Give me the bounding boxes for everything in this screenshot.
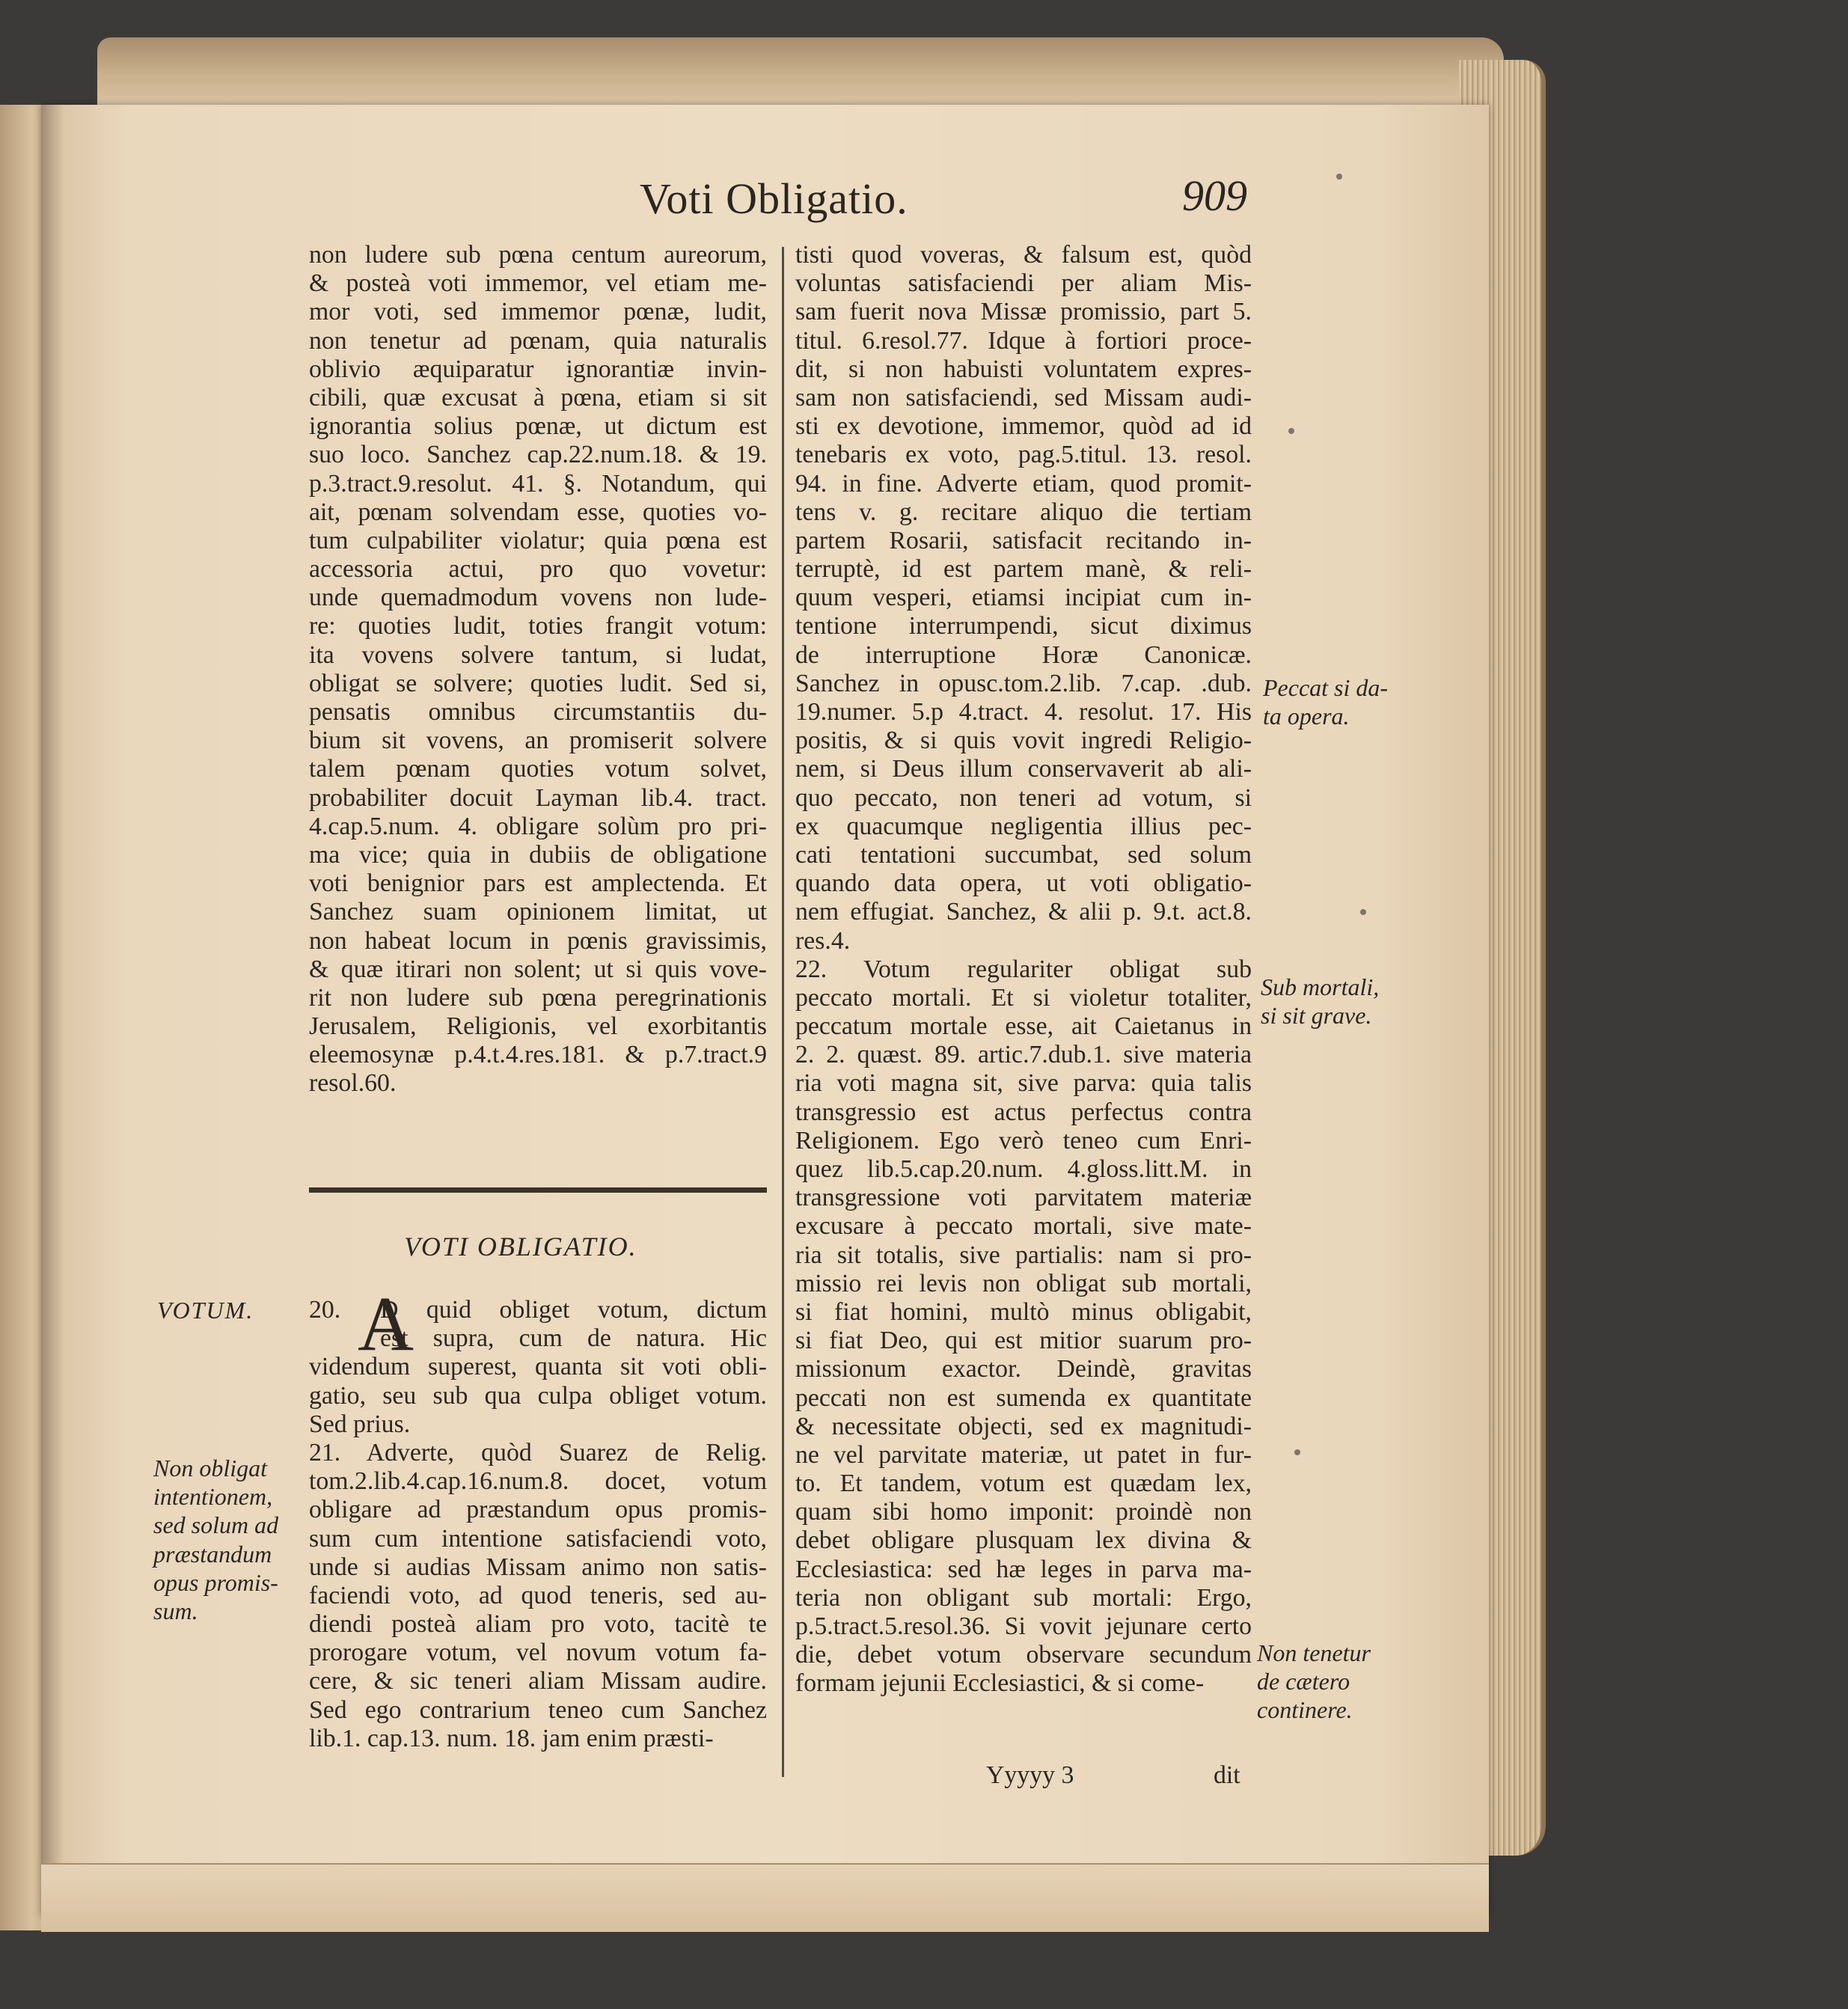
- margin-note-line: de cætero: [1257, 1668, 1350, 1695]
- text-column-left-lower: [309, 1296, 767, 1753]
- text-line: de interruptione Horæ Canonicæ.: [795, 640, 1252, 669]
- page-number: 909: [1182, 171, 1247, 220]
- text-line: tentione interrumpendi, sicut diximus: [795, 612, 1252, 640]
- text-line: unde quemadmodum vovens non lude-: [309, 584, 767, 612]
- text-line: & quæ itirari non solent; ut si quis vove-: [309, 955, 767, 983]
- text-line: titul. 6.resol.77. Idque à fortiori proce-: [795, 326, 1252, 355]
- text-line: 94. in fine. Adverte etiam, quod promit-: [795, 469, 1252, 498]
- text-line: talem pœnam quoties votum solvet,: [309, 755, 767, 783]
- text-line: excusare à peccato mortali, sive mate-: [795, 1212, 1252, 1241]
- text-line: Jerusalem, Religionis, vel exorbitantis: [309, 1012, 767, 1041]
- text-line: quum vesperi, etiamsi incipiat cum in-: [795, 584, 1252, 612]
- margin-note-line: si sit grave.: [1261, 1002, 1372, 1030]
- text-line: suo loco. Sanchez cap.22.num.18. & 19.: [309, 441, 767, 469]
- signature-mark: Yyyyy 3: [986, 1761, 1074, 1789]
- text-line: missionum exactor. Deindè, gravitas: [795, 1355, 1252, 1383]
- text-line: non habeat locum in pœnis gravissimis,: [309, 926, 767, 955]
- text-line: ignorantia solius pœnæ, ut dictum est: [309, 412, 767, 441]
- text-line: tisti quod voveras, & falsum est, quòd: [795, 241, 1252, 269]
- text-line: accessoria actui, pro quo vovetur:: [309, 555, 767, 584]
- margin-note-line: Non obligat: [153, 1455, 268, 1481]
- margin-note-line: ta opera.: [1263, 703, 1350, 730]
- torn-bottom-edge: [41, 1863, 1489, 1932]
- text-line: cere, & sic teneri aliam Missam audire.: [309, 1667, 767, 1695]
- text-line: oblivio æquiparatur ignorantiæ invin-: [309, 355, 767, 383]
- margin-note-line: Sub mortali,: [1261, 973, 1380, 1000]
- text-line: sam fuerit nova Missæ promissio, part 5.: [795, 298, 1252, 326]
- text-line: p.5.tract.5.resol.36. Si vovit jejunare certo: [795, 1612, 1252, 1640]
- text-line: & necessitate objecti, sed ex magnitudi-: [795, 1412, 1252, 1440]
- text-line: re: quoties ludit, toties frangit votum:: [309, 612, 767, 640]
- text-line: non tenetur ad pœnam, quia naturalis: [309, 326, 767, 355]
- text-line: Sed ego contrarium teneo cum Sanchez: [309, 1695, 767, 1724]
- margin-note-non-tenetur: [1257, 1639, 1371, 1725]
- text-line: ex quacumque negligentia illius pec-: [795, 812, 1252, 840]
- margin-note-non-obligat: [153, 1454, 278, 1625]
- ink-speck: [1294, 1449, 1300, 1455]
- text-line: tom.2.lib.4.cap.16.num.8. docet, votum: [309, 1467, 767, 1496]
- ink-speck: [1288, 428, 1294, 434]
- text-line: gatio, seu sub qua culpa obliget votum.: [309, 1381, 767, 1410]
- book-top-edge: [97, 37, 1504, 105]
- text-line: 4.cap.5.num. 4. obligare solùm pro pri-: [309, 812, 767, 840]
- text-line: die, debet votum observare secundum: [795, 1641, 1252, 1669]
- text-line: & posteà voti immemor, vel etiam me-: [309, 269, 767, 298]
- text-line: est supra, cum de natura. Hic: [380, 1324, 767, 1353]
- text-line: quam sibi homo imponit: proindè non: [795, 1498, 1252, 1526]
- text-line: 22. Votum regulariter obligat sub: [795, 955, 1252, 983]
- text-line: missio rei levis non obligat sub mortali,: [795, 1269, 1252, 1297]
- text-line: obligat se solvere; quoties ludit. Sed si,: [309, 669, 767, 697]
- text-line: lib.1. cap.13. num. 18. jam enim præsti-: [309, 1724, 714, 1752]
- text-line: ita vovens solvere tantum, si ludat,: [309, 640, 767, 669]
- text-line: Ecclesiastica: sed hæ leges in parva ma-: [795, 1555, 1252, 1583]
- text-line: Religionem. Ego verò teneo cum Enri-: [795, 1126, 1252, 1155]
- text-line: Sanchez in opusc.tom.2.lib. 7.cap. .dub.: [795, 669, 1252, 697]
- text-line: peccatum mortale esse, ait Caietanus in: [795, 1012, 1252, 1041]
- text-line: diendi posteà aliam pro voto, tacitè te: [309, 1610, 767, 1639]
- paragraph-number: 20.: [309, 1296, 341, 1324]
- text-line: tenebaris ex voto, pag.5.titul. 13. resol.: [795, 441, 1252, 469]
- margin-note-line: sed solum ad: [153, 1511, 279, 1539]
- text-line: formam jejunii Ecclesiastici, & si come-: [795, 1669, 1205, 1698]
- ink-speck: [1360, 909, 1366, 915]
- text-line: pensatis omnibus circumstantiis du-: [309, 698, 767, 726]
- text-line: 19.numer. 5.p 4.tract. 4. resolut. 17. His: [795, 698, 1252, 726]
- text-line: cati tentationi succumbat, sed solum: [795, 840, 1252, 869]
- text-line: rit non ludere sub pœna peregrinationis: [309, 983, 767, 1012]
- text-line: videndum superest, quanta sit voti obli-: [309, 1353, 767, 1381]
- text-line: transgressio est actus perfectus contra: [795, 1098, 1252, 1126]
- text-line: probabiliter docuit Layman lib.4. tract.: [309, 783, 767, 812]
- section-title: VOTI OBLIGATIO.: [404, 1232, 637, 1262]
- text-line: cibili, quæ excusat à pœna, etiam si sit: [309, 383, 767, 412]
- margin-note-line: continere.: [1257, 1696, 1353, 1724]
- margin-note-sub-mortali: [1261, 973, 1379, 1030]
- text-line: positis, & si quis vovit ingredi Religio-: [795, 727, 1252, 755]
- text-line: dit, si non habuisti voluntatem expres-: [795, 355, 1252, 383]
- margin-note-line: VOTUM.: [157, 1297, 254, 1324]
- text-line: D quid obliget votum, dictum: [380, 1296, 767, 1324]
- text-line: si fiat Deo, qui est mitior suarum pro-: [795, 1327, 1252, 1355]
- text-line: sam non satisfaciendi, sed Missam audi-: [795, 383, 1252, 412]
- text-line: Sed prius.: [309, 1410, 411, 1438]
- text-line: Sanchez suam opinionem limitat, ut: [309, 898, 767, 926]
- margin-note-line: intentionem,: [153, 1483, 273, 1511]
- text-line: quez lib.5.cap.20.num. 4.gloss.litt.M. in: [795, 1155, 1252, 1183]
- text-line: debet obligare plusquam lex divina &: [795, 1526, 1252, 1555]
- text-line: peccati non est sumenda ex quantitate: [795, 1383, 1252, 1412]
- text-line: unde si audias Missam animo non satis-: [309, 1553, 767, 1581]
- text-line: obligare ad præstandum opus promis-: [309, 1496, 767, 1524]
- text-line: terruptè, id est partem manè, & reli-: [795, 555, 1252, 584]
- section-rule: [309, 1187, 767, 1193]
- margin-note-line: Non tenetur: [1257, 1639, 1371, 1666]
- text-line: faciendi voto, ad quod teneris, sed au-: [309, 1581, 767, 1609]
- text-line: to. Et tandem, votum est quædam lex,: [795, 1470, 1252, 1498]
- text-line: nem, si Deus illum conservaverit ab ali-: [795, 755, 1252, 783]
- text-column-right: [795, 241, 1252, 1698]
- text-line: bium sit vovens, an promiserit solvere: [309, 727, 767, 755]
- margin-note-line: Peccat si da-: [1263, 674, 1389, 701]
- text-line: sum cum intentione satisfaciendi voto,: [309, 1524, 767, 1553]
- margin-note-votum: [157, 1296, 254, 1324]
- text-line: quo peccato, non teneri ad votum, si: [795, 783, 1252, 812]
- text-line: sti ex devotione, immemor, quòd ad id: [795, 412, 1252, 441]
- ink-speck: [1336, 174, 1342, 180]
- text-line: teria non obligant sub mortali: Ergo,: [795, 1583, 1252, 1612]
- text-line: transgressione voti parvitatem materiæ: [795, 1184, 1252, 1212]
- text-line: eleemosynæ p.4.t.4.res.181. & p.7.tract.9: [309, 1041, 767, 1069]
- text-line: ait, pœnam solvendam esse, quoties vo-: [309, 498, 767, 526]
- margin-note-peccat: [1263, 673, 1388, 730]
- text-line: non ludere sub pœna centum aureorum,: [309, 241, 767, 269]
- text-line: mor voti, sed immemor pœnæ, ludit,: [309, 298, 767, 326]
- text-line: p.3.tract.9.resolut. 41. §. Notandum, qui: [309, 469, 767, 498]
- text-line: si fiat homini, multò minus obligabit,: [795, 1297, 1252, 1326]
- text-line: res.4.: [795, 926, 851, 955]
- text-line: quando data opera, ut voti obligatio-: [795, 869, 1252, 898]
- running-title: Voti Obligatio.: [640, 174, 908, 223]
- text-line: resol.60.: [309, 1069, 397, 1098]
- spine-shadow: [41, 105, 64, 1915]
- text-line: voluntas satisfaciendi per aliam Mis-: [795, 269, 1252, 298]
- catchword: dit: [1214, 1761, 1240, 1789]
- text-line: tens v. g. recitare aliquo die tertiam: [795, 498, 1252, 526]
- text-line: voti benignior pars est amplectenda. Et: [309, 869, 767, 898]
- margin-note-line: præstandum: [153, 1540, 272, 1568]
- text-line: ma vice; quia in dubiis de obligatione: [309, 840, 767, 869]
- margin-note-line: opus promis-: [153, 1568, 278, 1596]
- margin-note-line: sum.: [153, 1597, 198, 1624]
- drop-cap: A: [358, 1281, 414, 1367]
- text-line: ria voti magna sit, sive parva: quia talis: [795, 1069, 1252, 1098]
- column-divider: [782, 247, 784, 1777]
- text-line: prorogare votum, vel novum votum fa-: [309, 1639, 767, 1667]
- text-line: tum culpabiliter violatur; quia pœna est: [309, 526, 767, 554]
- text-line: ne vel parvitate materiæ, ut patet in fur-: [795, 1440, 1252, 1469]
- text-line: nem effugiat. Sanchez, & alii p. 9.t. act.8.: [795, 898, 1252, 926]
- text-column-left-upper: [309, 241, 767, 1098]
- text-line: partem Rosarii, satisfacit recitando in-: [795, 526, 1252, 554]
- text-line: peccato mortali. Et si violetur totaliter,: [795, 983, 1252, 1012]
- text-line: 21. Adverte, quòd Suarez de Relig.: [309, 1438, 767, 1467]
- text-line: 2. 2. quæst. 89. artic.7.dub.1. sive materia: [795, 1041, 1252, 1069]
- text-line: ria sit totalis, sive partialis: nam si pro-: [795, 1241, 1252, 1269]
